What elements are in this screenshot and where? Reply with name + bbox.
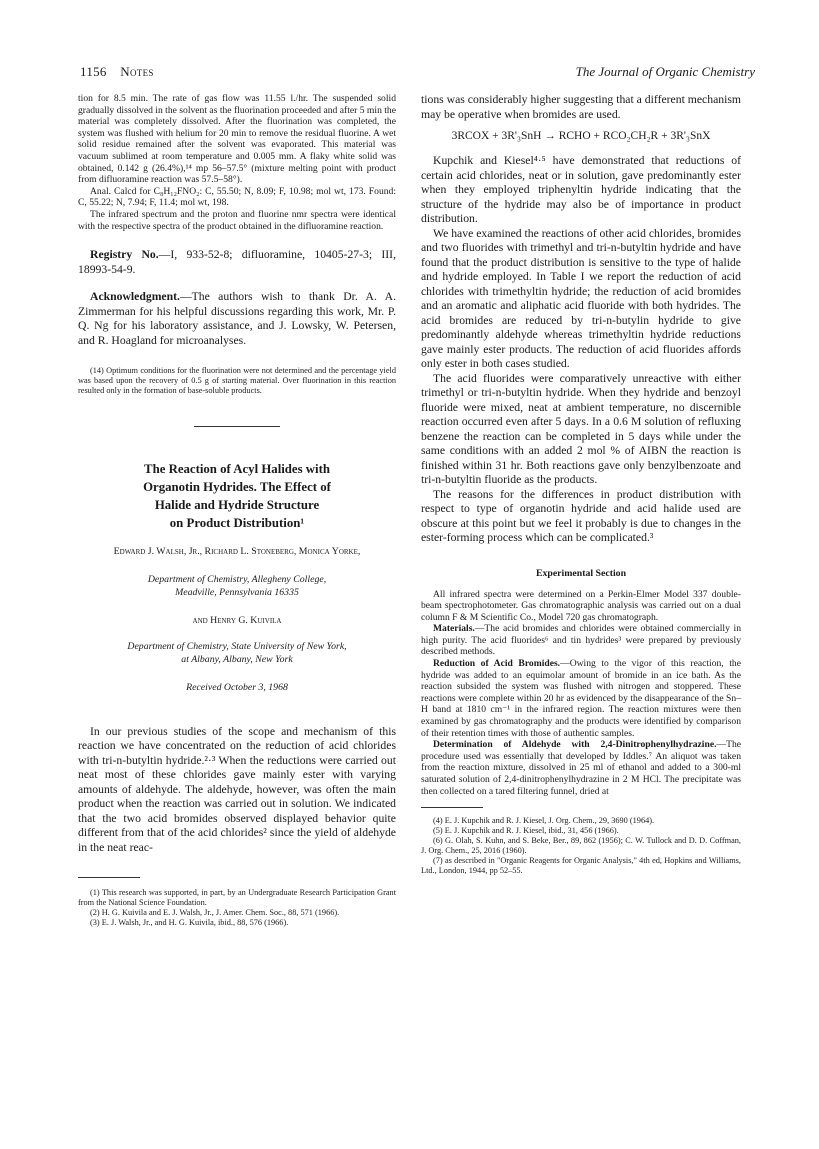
reaction-equation: 3RCOX + 3R'₃SnH → RCHO + RCO₂CH₂R + 3R'₃SnX [451, 130, 711, 142]
reduction-paragraph [421, 658, 741, 739]
authors: Edward J. Walsh, Jr., Richard L. Stoneberg, Monica Yorke, [113, 546, 361, 558]
spectra-note: The infrared spectrum and the proton and fluorine nmr spectra were identical with the respective spectra of the product obtained in the difluoramine reaction. [78, 208, 396, 232]
title-line: The Reaction of Acyl Halides with [144, 462, 330, 477]
article-title [78, 460, 396, 532]
acknowledgment-label: Acknowledgment. [90, 290, 180, 304]
determination-label: Determination of Aldehyde with 2,4-Dinitrophenylhydrazine. [433, 739, 717, 751]
body-paragraph: The reasons for the differences in product distribution with respect to type of organotin hydride and acid halide used are obscure at this point but we feel it probably is due to changes in the ester-forming process which can be complicated.³ [421, 487, 741, 544]
materials-paragraph [421, 623, 741, 658]
title-line: Organotin Hydrides. The Effect of [143, 480, 331, 495]
body-paragraph: We have examined the reactions of other acid chlorides, bromides and two fluorides with trimethyl and tri-n-butyltin hydride and have found that the product distribution is sensitive to the type of halide and hydride employed. In Table I we report the reduction of acid chlorides with trimethyltin hydride; the reduction of acid bromides and an aromatic and aliphatic acid fluoride with both hydrides. The acid bromides are reduced by tri-n-butylin hydride to give predominantly aldehyde whereas trimethyltin hydride reductions gave mainly ester products. The reduction of acid fluorides affords only ester in both cases studied. [421, 226, 742, 370]
registry-text: —I, 933-52-8; difluoramine, 10405-27-3; III, 18993-54-9. [78, 248, 396, 276]
affiliation-line: Department of Chemistry, Allegheny College, [147, 574, 327, 586]
materials-text: —The acid bromides and chlorides were obtained commercially in high purity. The acid fluorides⁶ and tin hydrides³ were prepared by previously described methods. [421, 623, 741, 658]
acknowledgment-text: —The authors wish to thank Dr. A. A. Zimmerman for his helpful discussions regarding this work, Mr. P. Q. Ng for his laboratory assistance, and J. Lowsky, W. Petersen, and R. Hoagland for microanalyses. [78, 290, 396, 347]
footnote-14: (14) Optimum conditions for the fluorination were not determined and the percentage yield was based upon the recovery of 0.5 g of starting material. Over fluorination in this reaction resulted only in the formation of base-soluble products. [78, 366, 396, 396]
affiliation-1 [78, 574, 396, 599]
received-date: Received October 3, 1968 [186, 682, 288, 694]
footnote: (7) as described in "Organic Reagents for Organic Analysis," 4th ed, Hopkins and Williams, Ltd., London, 1944, pp 52–55. [421, 856, 741, 876]
left-column [78, 93, 396, 928]
body-paragraph: The acid fluorides were comparatively unreactive with either trimethyl or tri-n-butyltin hydride. When they hydride and benzoyl fluoride were mixed, neat at ambient temperature, no discernible reaction occurred even after 5 days. In a 0.6 M solution of refluxing benzene the reaction can be completed in 5 days while under the same conditions with an added 2 mol % of AIBN the reaction is finished within 31 hr. Both reactions gave only benzylbenzoate and tri-n-butyltin fluoride as the products. [421, 371, 741, 486]
section-name: Notes [120, 64, 154, 79]
determination-paragraph [421, 739, 741, 797]
determination-text: —The procedure used was essentially that developed by Iddles.⁷ An aliquot was taken from the reaction mixture, dissolved in 25 ml of ethanol and added to a 300-ml saturated solution of 2,4-dinitrophenylhydrazine in 2 M HCl. The precipitate was then collected on a tared filtering funnel, dried at [421, 739, 741, 797]
affiliation-2 [78, 641, 396, 666]
acknowledgment-paragraph [78, 290, 396, 348]
affiliation-line: Meadville, Pennsylvania 16335 [175, 586, 299, 598]
introduction-paragraph: In our previous studies of the scope and mechanism of this reaction we have concentrated on the reduction of acid chlorides with tri-n-butyltin hydride.²·³ When the reductions were carried out neat most of these chlorides gave mainly ester with varying amounts of aldehyde. The aldehyde, however, was often the main product when the reaction was carried out in solution. We indicated that the two acid bromides observed displayed behavior quite different from that of the acid chlorides² since the yield of aldehyde in the neat reac- [78, 724, 396, 854]
experimental-continued: tion for 8.5 min. The rate of gas flow was 11.55 l./hr. The suspended solid gradually dissolved in the solvent as the fluorination proceeded and after 5 min the material was completely dissolved. After the fluorination was completed, the system was flushed with helium for 20 min to remove the residual fluorine. A wet solid residue remained after the solvent was evaporated. This material was vacuum sublimed at room temperature and 0.005 mm. A flaky white solid was obtained, 0.142 g (26.4%),¹⁴ mp 56–57.5° (mixture melting point with product from difluoramine reaction was 57.5–58°). [78, 93, 396, 186]
page-number: 1156 [80, 64, 107, 79]
experimental-paragraph: All infrared spectra were determined on a Perkin-Elmer Model 337 double-beam spectrophotometer. Gas chromatographic analysis was carried out on a dual column F & M Scientific Co., Model 720 gas chromatograph. [421, 588, 741, 623]
reduction-label: Reduction of Acid Bromides. [433, 658, 561, 670]
title-line: Halide and Hydride Structure [154, 498, 320, 513]
affiliation-line: at Albany, Albany, New York [181, 653, 293, 665]
materials-label: Materials. [433, 623, 475, 635]
running-header-left [80, 64, 154, 80]
second-author: and Henry G. Kuivila [192, 615, 282, 627]
footnote: (2) H. G. Kuivila and E. J. Walsh, Jr., J. Amer. Chem. Soc., 88, 571 (1966). [90, 908, 340, 918]
footnote: (1) This research was supported, in part, by an Undergraduate Research Participation Grant from the National Science Foundation. [78, 888, 396, 908]
registry-paragraph [78, 248, 396, 277]
affiliation-line: Department of Chemistry, State University of New York, [127, 641, 347, 653]
footnote: (3) E. J. Walsh, Jr., and H. G. Kuivila, ibid., 88, 576 (1966). [90, 918, 289, 928]
analysis-line: Anal. Calcd for C₈H₁₂FNO₂: C, 55.50; N, 8.09; F, 10.98; mol wt, 173. Found: C, 55.22; N, 7.94; F, 11.4; mol wt, 198. [78, 185, 396, 209]
registry-label: Registry No. [90, 248, 159, 262]
footnote: (6) G. Olah, S. Kuhn, and S. Beke, Ber., 89, 862 (1956); C. W. Tullock and D. D. Coffman, J. Org. Chem., 25, 2016 (1960). [421, 836, 741, 856]
journal-name: The Journal of Organic Chemistry [575, 64, 755, 79]
body-paragraph: tions was considerably higher suggesting that a different mechanism may be operative when bromides are used. [421, 93, 741, 121]
title-line: on Product Distribution¹ [169, 516, 305, 531]
footnote: (4) E. J. Kupchik and R. J. Kiesel, J. Org. Chem., 29, 3690 (1964). [433, 816, 655, 826]
experimental-heading: Experimental Section [535, 567, 627, 579]
reduction-text: —Owing to the vigor of this reaction, the hydride was added to an equimolar amount of bromide in an ice bath. As the reaction subsided the system was flushed with nitrogen and stoppered. These reactions were complete within 20 hr as evidenced by the disappearance of the Sn–H band at 1810 cm⁻¹ in the infrared region. The reaction mixtures were then examined by gas chromatography and the products were identified by comparison of their retention times with those of authentic samples. [421, 658, 741, 739]
right-column [421, 93, 741, 876]
footnote: (5) E. J. Kupchik and R. J. Kiesel, ibid., 31, 456 (1966). [433, 826, 619, 836]
body-paragraph: Kupchik and Kiesel⁴·⁵ have demonstrated that reductions of certain acid chlorides, neat or in solution, gave predominantly ester when they employed triphenyltin hydride indicating that the structure of the hydride may also be of importance in product distribution. [421, 154, 741, 225]
